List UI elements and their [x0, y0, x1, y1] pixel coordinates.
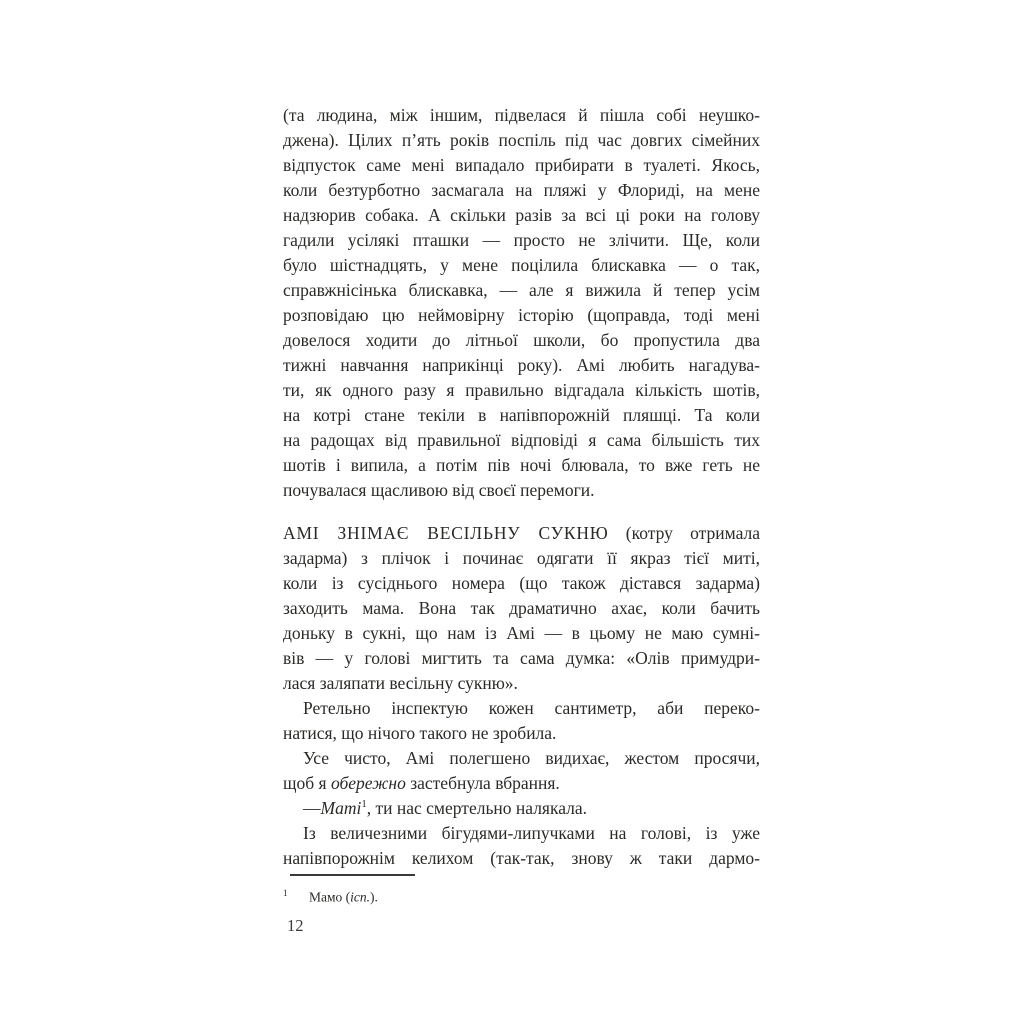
text-line: [283, 203, 760, 228]
text-segment: вів — у голові мигтить та сама думка: «Олів примудри-: [283, 648, 760, 668]
text-segment: на котрі стане текіли в напівпорожній пляшці. Та коли: [283, 405, 760, 425]
text-segment: джена). Цілих п’ять років поспіль під час довгих сімейних: [283, 130, 760, 150]
italic-text: обережно: [330, 773, 406, 793]
text-segment: застебнула вбрання.: [405, 773, 560, 793]
text-segment: справжнісінька блискавка, — але я вижила й тепер усім: [283, 280, 760, 300]
text-segment: (котру отримала: [608, 523, 760, 543]
text-segment: розповідаю цю неймовірну історію (щоправда, тоді мені: [283, 305, 760, 325]
text-line: [283, 771, 760, 796]
text-line: [283, 546, 760, 571]
text-segment: щоб я: [283, 773, 331, 793]
text-segment: шотів і випила, а потім пів ночі блювала, то вже геть не: [283, 455, 760, 475]
text-segment: коли безтурботно засмагала на пляжі у Флориді, на мене: [283, 180, 760, 200]
text-segment: на радощах від правильної відповіді я сама більшість тих: [283, 430, 760, 450]
text-line: [283, 571, 760, 596]
text-line: [283, 746, 760, 771]
text-line: [283, 796, 760, 821]
text-segment: надзюрив собака. А скільки разів за всі ці роки на голову: [283, 205, 760, 225]
text-segment: (та людина, між іншим, підвелася й пішла собі неушко-: [283, 105, 760, 125]
text-line: [283, 721, 760, 746]
text-segment: Мамо (: [309, 889, 351, 905]
text-line: [283, 253, 760, 278]
footnote-divider: [290, 874, 415, 876]
text-line: [283, 303, 760, 328]
text-segment: —: [303, 798, 321, 818]
italic-text: ісп.: [350, 889, 371, 905]
text-segment: відпусток саме мені випадало прибирати в туалеті. Якось,: [283, 155, 760, 175]
text-line: [283, 521, 760, 546]
text-segment: лася заляпати весільну сукню».: [283, 673, 518, 693]
paragraph-continuation: [283, 103, 760, 503]
section-ami-dress: [283, 521, 760, 871]
text-segment: заходить мама. Вона так драматично ахає, коли бачить: [283, 598, 760, 618]
text-line: [283, 278, 760, 303]
text-line: [283, 178, 760, 203]
text-block: [283, 103, 760, 871]
footnote: [283, 874, 760, 905]
text-segment: Із величезними бігудями-липучками на голові, із уже: [303, 823, 760, 843]
text-segment: задарма) з плічок і починає одягати її якраз тієї миті,: [283, 548, 760, 568]
text-segment: напівпорожнім келихом (так-так, знову ж таки дармо-: [283, 848, 760, 868]
italic-text: Mami: [320, 798, 362, 818]
text-segment: коли із сусіднього номера (що також дістався задарма): [283, 573, 760, 593]
footnote-marker: 1: [283, 887, 288, 898]
text-line: [283, 228, 760, 253]
text-segment: ).: [370, 889, 378, 905]
text-line: [283, 621, 760, 646]
footnote-line: [283, 885, 760, 906]
text-line: [283, 646, 760, 671]
text-line: [283, 328, 760, 353]
text-line: [283, 846, 760, 871]
text-line: [283, 403, 760, 428]
text-segment: ти, як одного разу я правильно відгадала кількість шотів,: [283, 380, 760, 400]
text-line: [283, 103, 760, 128]
text-line: [283, 821, 760, 846]
text-segment: Ретельно інспектую кожен сантиметр, аби переко-: [303, 698, 760, 718]
text-line: [283, 453, 760, 478]
text-segment: Усе чисто, Амі полегшено видихає, жестом просячи,: [303, 748, 760, 768]
text-line: [283, 428, 760, 453]
footnote-ref: 1: [361, 798, 367, 811]
text-segment: тижні навчання наприкінці року). Амі любить нагадува-: [283, 355, 760, 375]
text-segment: АМІ ЗНІМАЄ ВЕСІЛЬНУ СУКНЮ: [283, 523, 609, 543]
text-line: [283, 671, 760, 696]
page-number: 12: [287, 916, 304, 935]
text-segment: гадили усілякі пташки — просто не злічити. Ще, коли: [283, 230, 760, 250]
text-line: [283, 153, 760, 178]
text-segment: доньку в сукні, що нам із Амі — в цьому не маю сумні-: [283, 623, 760, 643]
text-segment: було шістнадцять, у мене поцілила блискавка — о так,: [283, 255, 760, 275]
text-line: [283, 478, 760, 503]
text-segment: довелося ходити до літньої школи, бо пропустила два: [283, 330, 760, 350]
text-line: [283, 353, 760, 378]
text-line: [283, 596, 760, 621]
text-segment: , ти нас смертельно налякала.: [366, 798, 588, 818]
text-segment: натися, що нічого такого не зробила.: [283, 723, 557, 743]
footnote-text: [309, 889, 378, 904]
text-segment: почувалася щасливою від своєї перемоги.: [283, 480, 595, 500]
text-line: [283, 696, 760, 721]
text-line: [283, 378, 760, 403]
text-line: [283, 128, 760, 153]
